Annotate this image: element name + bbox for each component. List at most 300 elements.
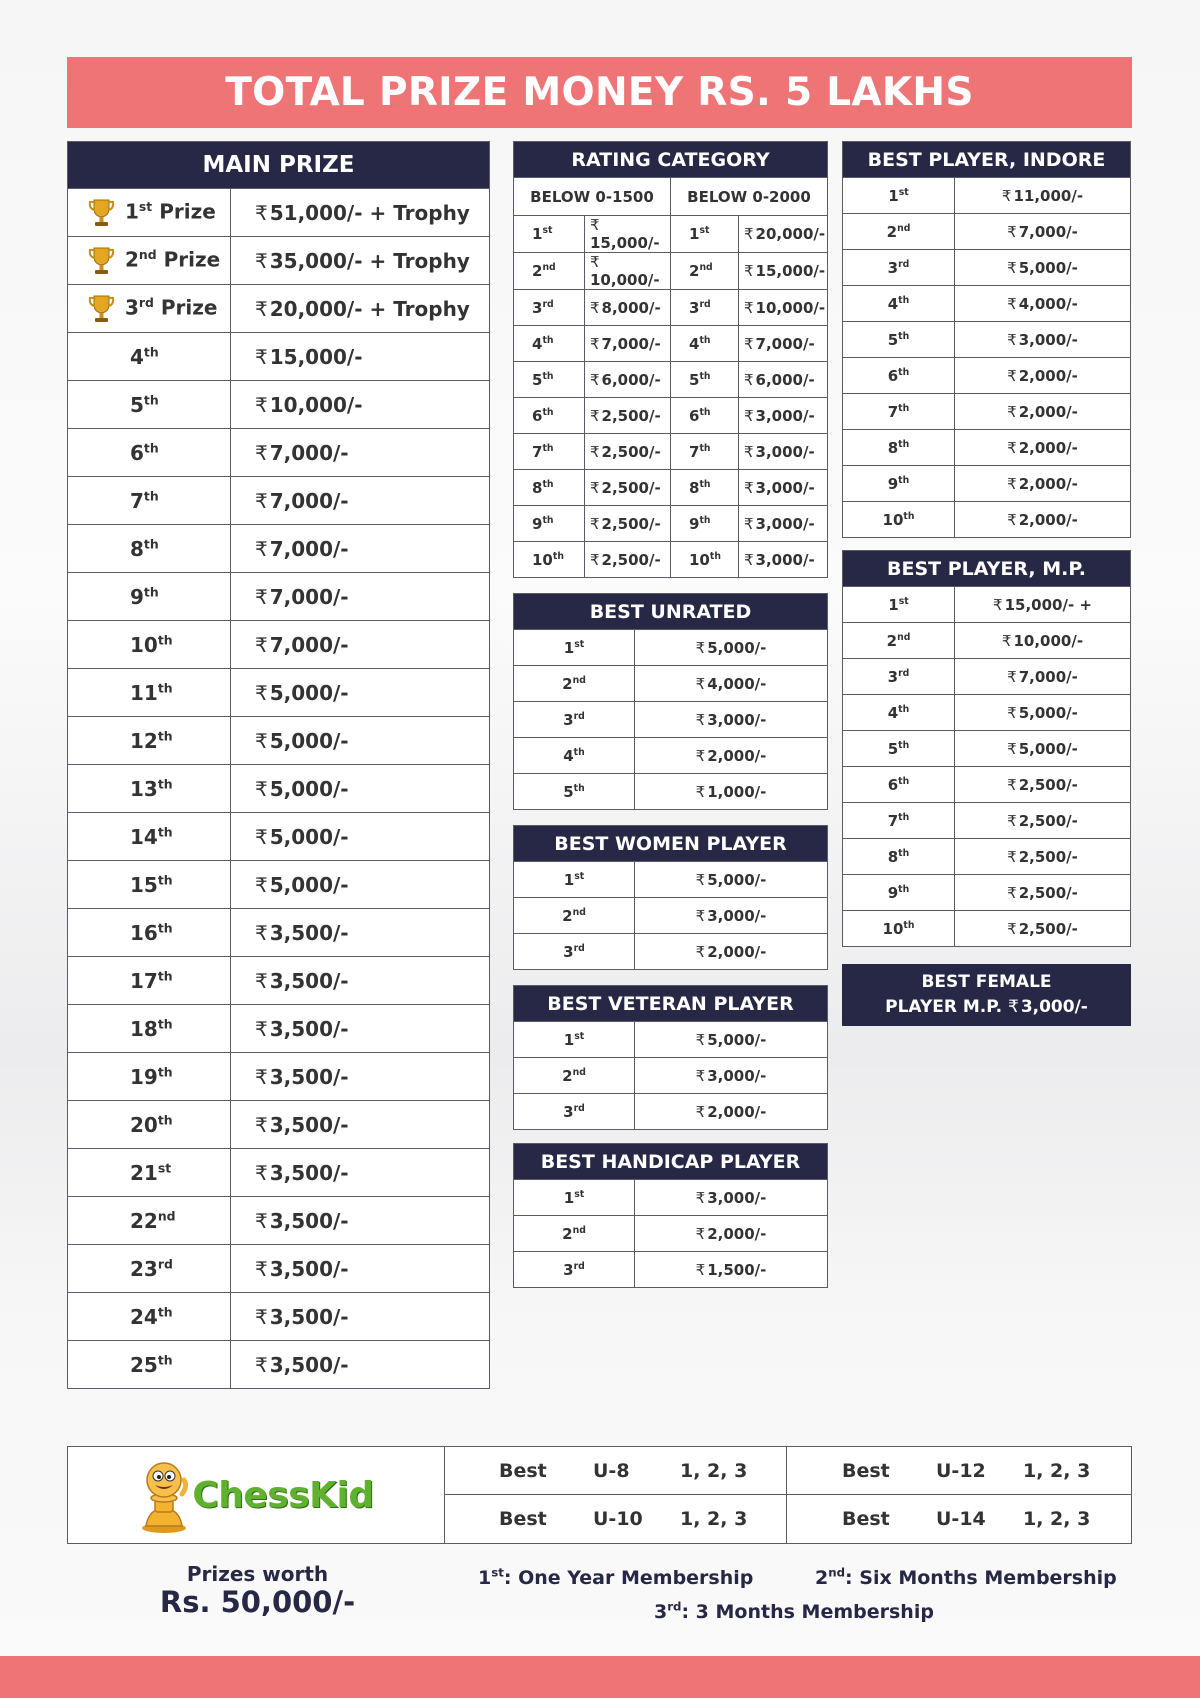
unrated-place-suffix: nd bbox=[572, 674, 586, 686]
main-prize-place-suffix: th bbox=[157, 1015, 173, 1031]
rating-amount-1500: 15,000/- bbox=[590, 234, 660, 252]
main-prize-place bbox=[68, 525, 231, 573]
mp-row bbox=[843, 839, 1131, 875]
chesskid-age-cell bbox=[445, 1495, 788, 1543]
main-prize-amount-cell bbox=[231, 1245, 490, 1293]
rating-place-number: 4 bbox=[689, 334, 700, 353]
main-prize-row bbox=[68, 285, 490, 333]
main-prize-amount: 20,000/- + Trophy bbox=[269, 296, 470, 321]
veteran-row bbox=[514, 1022, 828, 1058]
unrated-place bbox=[514, 702, 635, 738]
rating-amount-a-cell bbox=[585, 290, 671, 326]
main-prize-row bbox=[68, 957, 490, 1005]
indore-place bbox=[843, 430, 955, 466]
main-prize-place-suffix: th bbox=[157, 871, 173, 887]
rupee-icon: ₹ bbox=[255, 968, 268, 993]
main-prize-amount: 5,000/- bbox=[269, 776, 349, 801]
indore-place-number: 1 bbox=[888, 186, 899, 205]
main-prize-amount-cell bbox=[231, 429, 490, 477]
rupee-icon: ₹ bbox=[744, 370, 754, 389]
main-prize-amount: 3,500/- bbox=[269, 1304, 349, 1329]
main-prize-title: MAIN PRIZE bbox=[68, 142, 490, 189]
main-prize-amount: 3,500/- bbox=[269, 1064, 349, 1089]
rupee-icon: ₹ bbox=[1007, 474, 1017, 493]
main-prize-place bbox=[68, 669, 231, 717]
indore-place bbox=[843, 502, 955, 538]
rating-place-a bbox=[514, 542, 585, 578]
rupee-icon: ₹ bbox=[695, 782, 706, 801]
rupee-icon: ₹ bbox=[1001, 186, 1012, 205]
veteran-place bbox=[514, 1022, 635, 1058]
main-prize-row bbox=[68, 861, 490, 909]
handicap-row bbox=[514, 1216, 828, 1252]
rating-row bbox=[514, 216, 828, 253]
rating-place-number: 4 bbox=[532, 334, 543, 353]
main-prize-place bbox=[68, 1293, 231, 1341]
rating-amount-a-cell bbox=[585, 434, 671, 470]
main-prize-amount: 7,000/- bbox=[269, 440, 349, 465]
indore-amount-cell bbox=[955, 286, 1131, 322]
rating-row bbox=[514, 470, 828, 506]
rating-row bbox=[514, 434, 828, 470]
indore-row bbox=[843, 466, 1131, 502]
unrated-amount-cell bbox=[635, 738, 828, 774]
mp-place-suffix: nd bbox=[897, 631, 911, 643]
main-prize-amount-cell bbox=[231, 189, 490, 237]
rating-amount-2000: 3,000/- bbox=[755, 442, 815, 461]
rating-category-table bbox=[513, 141, 828, 578]
chesskid-age-grid bbox=[445, 1447, 1131, 1543]
unrated-amount: 3,000/- bbox=[707, 710, 767, 729]
indore-row bbox=[843, 430, 1131, 466]
best-female-line1: BEST FEMALE bbox=[921, 972, 1052, 992]
rating-place-suffix: th bbox=[542, 514, 554, 526]
mp-row bbox=[843, 587, 1131, 623]
best-mp-title: BEST PLAYER, M.P. bbox=[843, 551, 1131, 587]
indore-amount: 4,000/- bbox=[1018, 294, 1078, 313]
rating-place-b bbox=[671, 470, 739, 506]
indore-place bbox=[843, 178, 955, 214]
rating-place-suffix: th bbox=[699, 406, 711, 418]
main-prize-place-number: 25 bbox=[130, 1352, 158, 1377]
main-prize-place-number: 3 bbox=[125, 295, 139, 319]
rupee-icon: ₹ bbox=[1007, 402, 1017, 421]
unrated-place bbox=[514, 630, 635, 666]
unrated-row bbox=[514, 630, 828, 666]
rating-amount-b-cell bbox=[739, 290, 828, 326]
trophy-icon bbox=[88, 294, 115, 324]
rating-amount-b-cell bbox=[739, 506, 828, 542]
main-prize-place-suffix: th bbox=[157, 727, 173, 743]
main-prize-amount: 15,000/- bbox=[269, 344, 363, 369]
rupee-icon: ₹ bbox=[744, 406, 754, 425]
footer-bar bbox=[0, 1656, 1200, 1698]
rupee-icon: ₹ bbox=[695, 1188, 706, 1207]
mp-place bbox=[843, 695, 955, 731]
rupee-icon: ₹ bbox=[255, 248, 268, 273]
mp-row bbox=[843, 911, 1131, 947]
handicap-row bbox=[514, 1252, 828, 1288]
unrated-place bbox=[514, 738, 635, 774]
rating-place-number: 6 bbox=[689, 406, 700, 425]
rupee-icon: ₹ bbox=[255, 920, 268, 945]
rating-amount-2000: 10,000/- bbox=[755, 298, 826, 317]
best-female-amount: 3,000/- bbox=[1020, 997, 1088, 1017]
mp-place-suffix: th bbox=[898, 811, 910, 823]
mp-place bbox=[843, 839, 955, 875]
rating-row bbox=[514, 506, 828, 542]
rating-place-suffix: rd bbox=[699, 298, 711, 310]
main-prize-amount: 7,000/- bbox=[269, 536, 349, 561]
rupee-icon: ₹ bbox=[1007, 330, 1017, 349]
mp-place-number: 4 bbox=[887, 703, 899, 722]
rupee-icon: ₹ bbox=[255, 680, 268, 705]
rating-place-number: 9 bbox=[689, 514, 700, 533]
rating-amount-2000: 20,000/- bbox=[755, 225, 826, 243]
main-prize-place bbox=[68, 1053, 231, 1101]
main-prize-amount-cell bbox=[231, 765, 490, 813]
rating-amount-2000: 6,000/- bbox=[755, 370, 815, 389]
veteran-place-suffix: nd bbox=[572, 1066, 586, 1078]
mp-place-number: 10 bbox=[882, 919, 904, 938]
handicap-place bbox=[514, 1252, 635, 1288]
mp-place bbox=[843, 911, 955, 947]
main-prize-table bbox=[67, 141, 490, 1389]
rupee-icon: ₹ bbox=[744, 225, 754, 243]
rupee-icon: ₹ bbox=[590, 370, 600, 389]
mp-amount-cell bbox=[955, 587, 1131, 623]
rating-amount-2000: 3,000/- bbox=[755, 514, 815, 533]
main-prize-amount: 51,000/- + Trophy bbox=[269, 200, 470, 225]
main-prize-place bbox=[68, 1245, 231, 1293]
rating-place-number: 3 bbox=[532, 298, 543, 317]
mp-place-number: 8 bbox=[887, 847, 899, 866]
chesskid-best-label: Best bbox=[499, 1460, 547, 1482]
rupee-icon: ₹ bbox=[590, 298, 600, 317]
rating-place-number: 8 bbox=[532, 478, 543, 497]
rupee-icon: ₹ bbox=[695, 1260, 706, 1279]
main-prize-place-suffix: th bbox=[157, 631, 173, 647]
best-handicap-title: BEST HANDICAP PLAYER bbox=[514, 1144, 828, 1180]
main-prize-place bbox=[68, 957, 231, 1005]
rupee-icon: ₹ bbox=[695, 1224, 706, 1243]
rupee-icon: ₹ bbox=[590, 442, 600, 461]
indore-place-number: 7 bbox=[887, 402, 899, 421]
handicap-amount: 2,000/- bbox=[707, 1224, 767, 1243]
indore-amount-cell bbox=[955, 322, 1131, 358]
women-place-suffix: st bbox=[574, 870, 585, 882]
best-unrated-title: BEST UNRATED bbox=[514, 594, 828, 630]
rupee-icon: ₹ bbox=[695, 746, 706, 765]
handicap-place bbox=[514, 1216, 635, 1252]
chesskid-places: 1, 2, 3 bbox=[680, 1508, 748, 1530]
unrated-place-number: 2 bbox=[562, 674, 573, 693]
rating-place-b bbox=[671, 216, 739, 253]
indore-row bbox=[843, 394, 1131, 430]
main-prize-amount: 5,000/- bbox=[269, 680, 349, 705]
main-prize-amount-cell bbox=[231, 237, 490, 285]
main-prize-amount: 5,000/- bbox=[269, 824, 349, 849]
best-indore-title: BEST PLAYER, INDORE bbox=[843, 142, 1131, 178]
rating-place-suffix: th bbox=[552, 550, 564, 562]
unrated-amount-cell bbox=[635, 630, 828, 666]
main-prize-amount: 3,500/- bbox=[269, 968, 349, 993]
chesskid-age-cell bbox=[445, 1447, 788, 1495]
rupee-icon: ₹ bbox=[1007, 294, 1017, 313]
rating-amount-a-cell bbox=[585, 362, 671, 398]
unrated-amount-cell bbox=[635, 666, 828, 702]
main-prize-amount-cell bbox=[231, 813, 490, 861]
rating-place-a bbox=[514, 290, 585, 326]
rating-amount-1500: 7,000/- bbox=[601, 334, 661, 353]
rating-place-number: 3 bbox=[689, 298, 700, 317]
rating-place-suffix: th bbox=[542, 370, 554, 382]
mp-amount: 15,000/- + bbox=[1004, 595, 1092, 614]
main-prize-amount: 7,000/- bbox=[269, 632, 349, 657]
main-prize-row bbox=[68, 1005, 490, 1053]
rupee-icon: ₹ bbox=[1007, 811, 1017, 830]
indore-row bbox=[843, 358, 1131, 394]
main-prize-place bbox=[68, 1341, 231, 1389]
handicap-place-number: 3 bbox=[563, 1260, 574, 1279]
main-prize-place-suffix: th bbox=[157, 919, 173, 935]
main-prize-amount: 3,500/- bbox=[269, 1352, 349, 1377]
indore-place-suffix: th bbox=[898, 474, 910, 486]
main-prize-place bbox=[68, 717, 231, 765]
mp-place bbox=[843, 875, 955, 911]
main-prize-place-number: 9 bbox=[130, 584, 144, 609]
mp-place bbox=[843, 731, 955, 767]
rating-place-a bbox=[514, 362, 585, 398]
rupee-icon: ₹ bbox=[255, 1064, 268, 1089]
rating-place-a bbox=[514, 398, 585, 434]
rating-amount-b-cell bbox=[739, 470, 828, 506]
main-prize-amount-cell bbox=[231, 909, 490, 957]
rupee-icon: ₹ bbox=[1007, 703, 1017, 722]
main-prize-amount-cell bbox=[231, 861, 490, 909]
indore-place-suffix: th bbox=[898, 366, 910, 378]
rating-row bbox=[514, 290, 828, 326]
rating-place-suffix: th bbox=[699, 514, 711, 526]
indore-amount: 2,000/- bbox=[1018, 474, 1078, 493]
rating-place-number: 9 bbox=[532, 514, 543, 533]
main-prize-row bbox=[68, 1245, 490, 1293]
rating-place-b bbox=[671, 326, 739, 362]
rupee-icon: ₹ bbox=[695, 1102, 706, 1121]
women-place-number: 3 bbox=[563, 942, 574, 961]
rating-amount-1500: 2,500/- bbox=[601, 406, 661, 425]
rupee-icon: ₹ bbox=[744, 478, 754, 497]
rupee-icon: ₹ bbox=[590, 334, 600, 353]
mp-amount: 2,500/- bbox=[1018, 811, 1078, 830]
women-amount-cell bbox=[635, 898, 828, 934]
unrated-place-number: 5 bbox=[563, 782, 574, 801]
women-place-number: 2 bbox=[562, 906, 573, 925]
rupee-icon: ₹ bbox=[255, 1112, 268, 1137]
rating-amount-b-cell bbox=[739, 398, 828, 434]
indore-amount-cell bbox=[955, 502, 1131, 538]
indore-place-suffix: th bbox=[898, 294, 910, 306]
main-prize-place-number: 18 bbox=[130, 1016, 158, 1041]
main-prize-place-suffix: th bbox=[157, 679, 173, 695]
rupee-icon: ₹ bbox=[590, 550, 600, 569]
handicap-place-suffix: rd bbox=[573, 1260, 585, 1272]
main-prize-place bbox=[68, 285, 231, 333]
main-prize-place-suffix: st bbox=[157, 1159, 172, 1175]
rupee-icon: ₹ bbox=[744, 514, 754, 533]
main-prize-place bbox=[68, 573, 231, 621]
main-prize-row bbox=[68, 813, 490, 861]
main-prize-place-suffix: th bbox=[143, 391, 159, 407]
main-prize-place bbox=[68, 909, 231, 957]
indore-place-suffix: nd bbox=[897, 222, 911, 234]
indore-row bbox=[843, 286, 1131, 322]
best-handicap-table bbox=[513, 1143, 828, 1288]
women-place-suffix: nd bbox=[572, 906, 586, 918]
main-prize-amount: 3,500/- bbox=[269, 1160, 349, 1185]
rupee-icon: ₹ bbox=[1007, 258, 1017, 277]
main-prize-place-suffix: th bbox=[143, 583, 159, 599]
chesskid-logo bbox=[68, 1447, 445, 1543]
rating-amount-1500: 2,500/- bbox=[601, 514, 661, 533]
mp-place-suffix: th bbox=[898, 847, 910, 859]
rating-place-number: 5 bbox=[689, 370, 700, 389]
main-prize-row bbox=[68, 237, 490, 285]
main-prize-amount-cell bbox=[231, 333, 490, 381]
indore-row bbox=[843, 250, 1131, 286]
chesskid-age-cell bbox=[788, 1495, 1131, 1543]
rupee-icon: ₹ bbox=[1007, 222, 1017, 241]
rating-amount-a-cell bbox=[585, 506, 671, 542]
rating-place-a bbox=[514, 434, 585, 470]
banner-text: TOTAL PRIZE MONEY RS. 5 LAKHS bbox=[225, 70, 974, 115]
rupee-icon: ₹ bbox=[255, 1016, 268, 1041]
chesskid-age-group: U-8 bbox=[593, 1460, 630, 1482]
veteran-place-suffix: st bbox=[574, 1030, 585, 1042]
main-prize-row bbox=[68, 909, 490, 957]
rupee-icon: ₹ bbox=[255, 872, 268, 897]
main-prize-amount: 3,500/- bbox=[269, 920, 349, 945]
rating-amount-a-cell bbox=[585, 542, 671, 578]
main-prize-amount-cell bbox=[231, 669, 490, 717]
main-prize-place bbox=[68, 189, 231, 237]
rupee-icon: ₹ bbox=[1007, 919, 1017, 938]
main-prize-place-number: 8 bbox=[130, 536, 144, 561]
rating-col-below-2000: BELOW 0-2000 bbox=[671, 178, 828, 216]
mp-place bbox=[843, 587, 955, 623]
indore-place bbox=[843, 250, 955, 286]
rating-amount-2000: 7,000/- bbox=[755, 334, 815, 353]
handicap-place bbox=[514, 1180, 635, 1216]
rating-place-number: 10 bbox=[532, 550, 553, 569]
rating-place-b bbox=[671, 434, 739, 470]
main-prize-place-number: 24 bbox=[130, 1304, 158, 1329]
women-amount: 5,000/- bbox=[707, 870, 767, 889]
unrated-place bbox=[514, 666, 635, 702]
rupee-icon: ₹ bbox=[255, 584, 268, 609]
women-amount: 3,000/- bbox=[707, 906, 767, 925]
indore-row bbox=[843, 214, 1131, 250]
indore-place-suffix: th bbox=[898, 402, 910, 414]
unrated-amount: 4,000/- bbox=[707, 674, 767, 693]
rating-place-suffix: th bbox=[699, 442, 711, 454]
indore-place bbox=[843, 214, 955, 250]
mp-place bbox=[843, 659, 955, 695]
main-prize-place bbox=[68, 1005, 231, 1053]
rating-row bbox=[514, 326, 828, 362]
rupee-icon: ₹ bbox=[255, 776, 268, 801]
mp-amount-cell bbox=[955, 623, 1131, 659]
main-prize-place-suffix: th bbox=[157, 967, 173, 983]
main-prize-amount-cell bbox=[231, 1293, 490, 1341]
main-prize-place-number: 12 bbox=[130, 728, 158, 753]
indore-amount: 11,000/- bbox=[1013, 186, 1084, 205]
main-prize-row bbox=[68, 1149, 490, 1197]
mp-place-number: 9 bbox=[887, 883, 899, 902]
mp-amount-cell bbox=[955, 767, 1131, 803]
mp-place-suffix: th bbox=[898, 775, 910, 787]
rupee-icon: ₹ bbox=[255, 1208, 268, 1233]
veteran-place-number: 2 bbox=[562, 1066, 573, 1085]
indore-place-suffix: rd bbox=[898, 258, 910, 270]
main-prize-place-suffix: rd bbox=[138, 294, 154, 310]
rating-place-b bbox=[671, 506, 739, 542]
main-prize-row bbox=[68, 1053, 490, 1101]
unrated-place bbox=[514, 774, 635, 810]
mp-amount: 10,000/- bbox=[1013, 631, 1084, 650]
rupee-icon: ₹ bbox=[255, 392, 268, 417]
main-prize-place-number: 17 bbox=[130, 968, 158, 993]
main-prize-amount-cell bbox=[231, 1101, 490, 1149]
main-prize-place-number: 4 bbox=[130, 344, 144, 369]
indore-place bbox=[843, 358, 955, 394]
main-prize-row bbox=[68, 525, 490, 573]
rupee-icon: ₹ bbox=[1007, 366, 1017, 385]
rupee-icon: ₹ bbox=[255, 296, 268, 321]
rating-place-number: 2 bbox=[689, 262, 700, 280]
rupee-icon: ₹ bbox=[590, 253, 600, 271]
main-prize-place-number: 7 bbox=[130, 488, 144, 513]
indore-place-number: 5 bbox=[887, 330, 899, 349]
main-prize-row bbox=[68, 477, 490, 525]
rating-amount-a-cell bbox=[585, 398, 671, 434]
rating-place-number: 7 bbox=[532, 442, 543, 461]
rupee-icon: ₹ bbox=[255, 536, 268, 561]
main-prize-place bbox=[68, 765, 231, 813]
rating-amount-b-cell bbox=[739, 434, 828, 470]
unrated-row bbox=[514, 666, 828, 702]
rating-amount-1500: 10,000/- bbox=[590, 271, 660, 289]
main-prize-amount-cell bbox=[231, 477, 490, 525]
veteran-amount-cell bbox=[635, 1022, 828, 1058]
main-prize-place bbox=[68, 1197, 231, 1245]
main-prize-place-suffix: st bbox=[138, 198, 153, 214]
indore-place-number: 4 bbox=[887, 294, 899, 313]
indore-amount: 3,000/- bbox=[1018, 330, 1078, 349]
rating-place-b bbox=[671, 542, 739, 578]
rating-place-number: 7 bbox=[689, 442, 700, 461]
main-prize-amount-cell bbox=[231, 1341, 490, 1389]
mp-row bbox=[843, 731, 1131, 767]
rupee-icon: ₹ bbox=[255, 440, 268, 465]
rupee-icon: ₹ bbox=[255, 1304, 268, 1329]
mp-row bbox=[843, 695, 1131, 731]
mp-place-number: 3 bbox=[887, 667, 899, 686]
rating-amount-1500: 2,500/- bbox=[601, 478, 661, 497]
indore-place-number: 9 bbox=[887, 474, 899, 493]
indore-place-number: 2 bbox=[886, 222, 898, 241]
rating-row bbox=[514, 398, 828, 434]
